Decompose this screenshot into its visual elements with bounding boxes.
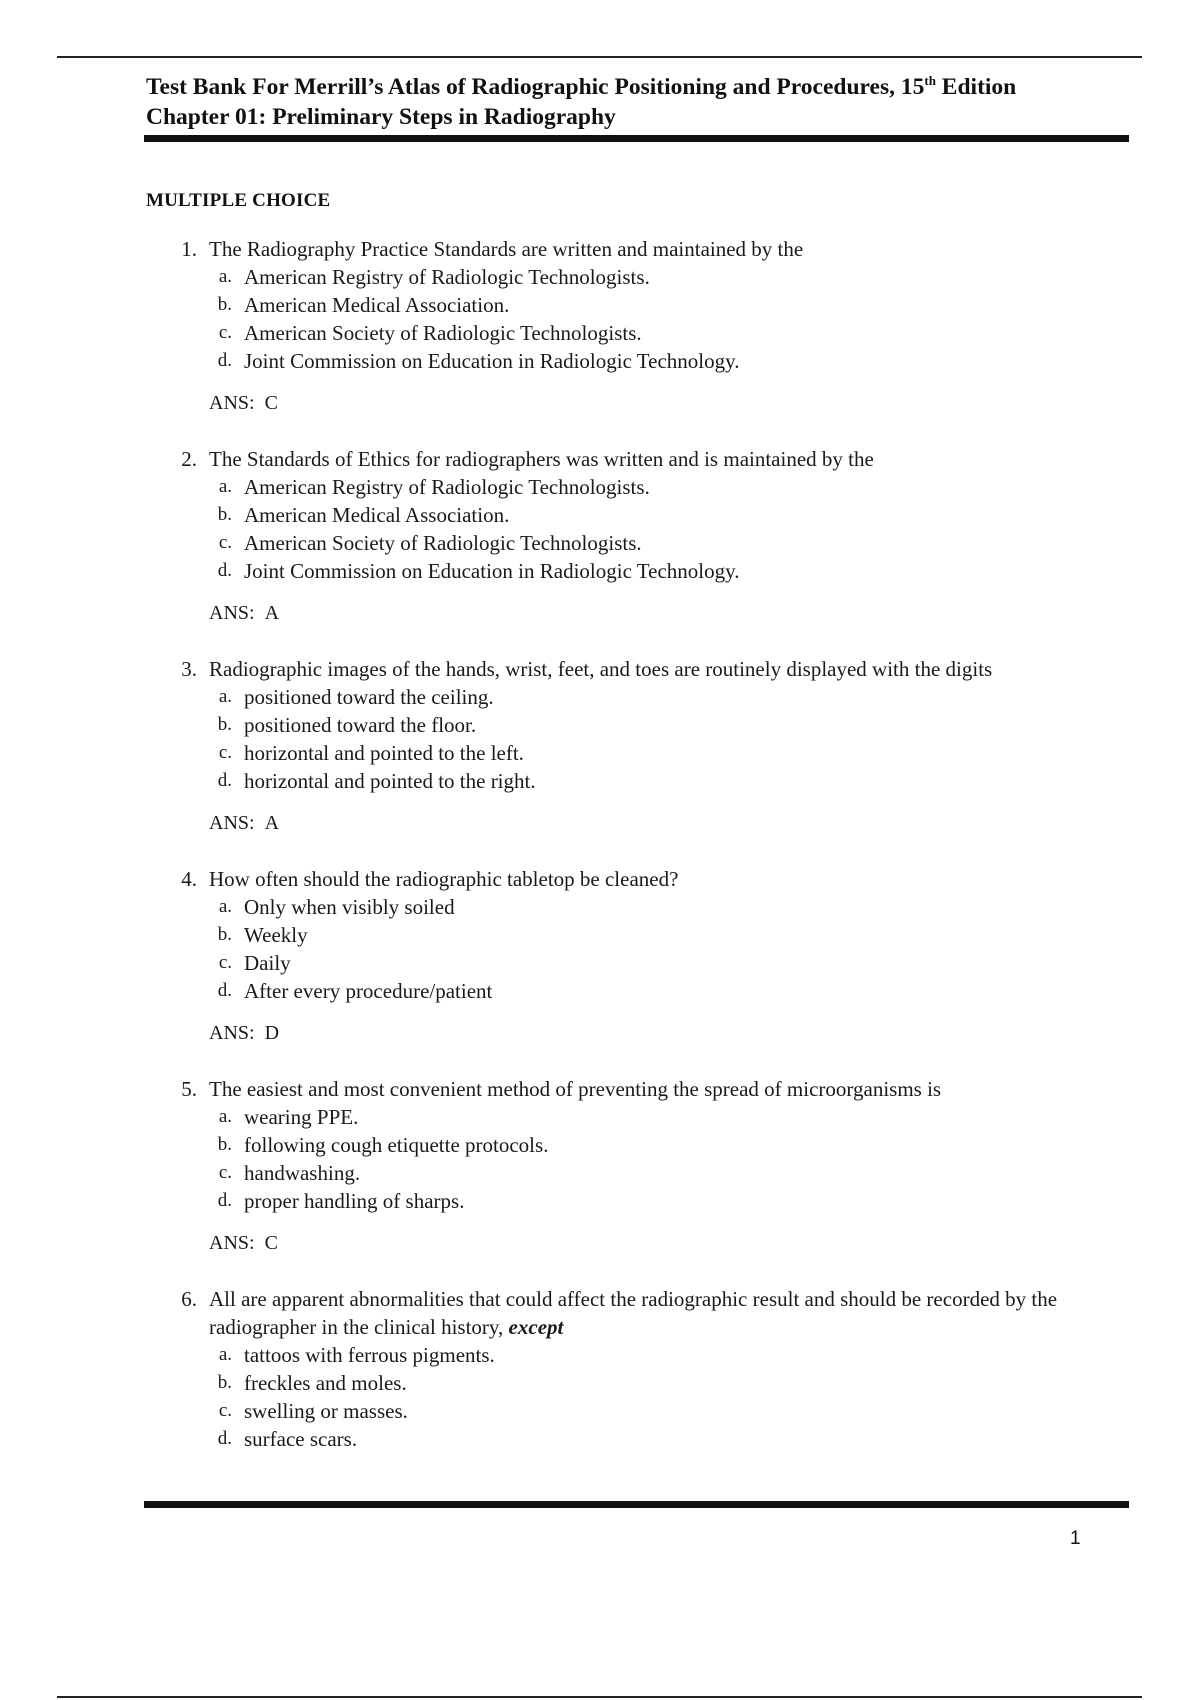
header-title-superscript: th bbox=[924, 73, 936, 88]
question-number: 1. bbox=[181, 237, 197, 261]
page-number: 1 bbox=[1070, 1528, 1081, 1549]
option-a bbox=[146, 263, 1131, 291]
page-top-rule bbox=[57, 56, 1142, 58]
option-text: American Medical Association. bbox=[244, 293, 510, 317]
option-letter: a. bbox=[218, 896, 232, 917]
question-list bbox=[146, 235, 1131, 1481]
question-number: 2. bbox=[181, 447, 197, 471]
question-stem bbox=[146, 1285, 1131, 1341]
option-text: freckles and moles. bbox=[244, 1371, 407, 1395]
page-bottom-rule bbox=[57, 1696, 1142, 1698]
option-text: American Registry of Radiologic Technologists. bbox=[244, 475, 650, 499]
option-text: American Medical Association. bbox=[244, 503, 510, 527]
option-letter: c. bbox=[218, 532, 232, 553]
question-1 bbox=[146, 235, 1131, 417]
question-2 bbox=[146, 445, 1131, 627]
question-stem bbox=[146, 655, 1131, 683]
option-text: American Registry of Radiologic Technologists. bbox=[244, 265, 650, 289]
question-text: The easiest and most convenient method of preventing the spread of microorganisms is bbox=[209, 1077, 942, 1101]
answer-label: ANS: bbox=[209, 1232, 255, 1254]
question-text: How often should the radiographic tabletop be cleaned? bbox=[209, 867, 679, 891]
footer-divider bbox=[144, 1501, 1129, 1508]
option-c bbox=[146, 1159, 1131, 1187]
answer-value: C bbox=[264, 1232, 278, 1254]
question-3 bbox=[146, 655, 1131, 837]
question-stem bbox=[146, 445, 1131, 473]
option-c bbox=[146, 739, 1131, 767]
question-emphasis: except bbox=[508, 1315, 564, 1339]
option-letter: c. bbox=[218, 322, 232, 343]
option-letter: c. bbox=[218, 742, 232, 763]
option-a bbox=[146, 1103, 1131, 1131]
answer-label: ANS: bbox=[209, 1022, 255, 1044]
question-stem bbox=[146, 235, 1131, 263]
question-number: 6. bbox=[181, 1287, 197, 1311]
option-letter: a. bbox=[218, 266, 232, 287]
header-title-tail: Edition bbox=[935, 74, 1017, 100]
answer-label: ANS: bbox=[209, 602, 255, 624]
option-text: Weekly bbox=[244, 923, 308, 947]
option-text: Joint Commission on Education in Radiologic Technology. bbox=[244, 559, 740, 583]
option-c bbox=[146, 529, 1131, 557]
option-text: proper handling of sharps. bbox=[244, 1189, 465, 1213]
option-a bbox=[146, 683, 1131, 711]
answer-key bbox=[209, 389, 1131, 417]
option-text: surface scars. bbox=[244, 1427, 358, 1451]
answer-key bbox=[209, 1229, 1131, 1257]
question-text-body: All are apparent abnormalities that could affect the radiographic result and should be recorded by the radiographer in the clinical history, bbox=[209, 1287, 1058, 1339]
question-number: 3. bbox=[181, 657, 197, 681]
option-letter: d. bbox=[217, 1428, 232, 1449]
option-letter: a. bbox=[218, 1344, 232, 1365]
option-text: following cough etiquette protocols. bbox=[244, 1133, 549, 1157]
option-d bbox=[146, 977, 1131, 1005]
option-text: positioned toward the ceiling. bbox=[244, 685, 494, 709]
question-5 bbox=[146, 1075, 1131, 1257]
chapter-title: Chapter 01: Preliminary Steps in Radiography bbox=[146, 104, 616, 130]
option-list bbox=[146, 1103, 1131, 1215]
option-c bbox=[146, 949, 1131, 977]
option-letter: b. bbox=[217, 924, 232, 945]
option-b bbox=[146, 501, 1131, 529]
question-number: 5. bbox=[181, 1077, 197, 1101]
option-text: tattoos with ferrous pigments. bbox=[244, 1343, 495, 1367]
option-text: Joint Commission on Education in Radiologic Technology. bbox=[244, 349, 740, 373]
option-text: handwashing. bbox=[244, 1161, 361, 1185]
option-text: Daily bbox=[244, 951, 291, 975]
answer-key bbox=[209, 599, 1131, 627]
option-list bbox=[146, 473, 1131, 585]
option-text: wearing PPE. bbox=[244, 1105, 359, 1129]
answer-value: A bbox=[264, 812, 280, 834]
question-text: The Standards of Ethics for radiographers was written and is maintained by the bbox=[209, 447, 874, 471]
answer-label: ANS: bbox=[209, 812, 255, 834]
option-b bbox=[146, 1131, 1131, 1159]
option-text: horizontal and pointed to the left. bbox=[244, 741, 524, 765]
option-d bbox=[146, 1425, 1131, 1453]
answer-value: C bbox=[264, 392, 278, 414]
answer-key bbox=[209, 1019, 1131, 1047]
option-c bbox=[146, 319, 1131, 347]
option-letter: c. bbox=[218, 1162, 232, 1183]
answer-value: D bbox=[264, 1022, 280, 1044]
option-list bbox=[146, 893, 1131, 1005]
option-text: Only when visibly soiled bbox=[244, 895, 455, 919]
option-letter: b. bbox=[217, 294, 232, 315]
option-text: swelling or masses. bbox=[244, 1399, 408, 1423]
option-letter: d. bbox=[217, 350, 232, 371]
option-c bbox=[146, 1397, 1131, 1425]
question-stem bbox=[146, 865, 1131, 893]
option-letter: a. bbox=[218, 686, 232, 707]
option-letter: d. bbox=[217, 770, 232, 791]
section-heading: MULTIPLE CHOICE bbox=[146, 190, 331, 211]
question-number: 4. bbox=[181, 867, 197, 891]
option-b bbox=[146, 921, 1131, 949]
option-text: After every procedure/patient bbox=[244, 979, 493, 1003]
question-text bbox=[209, 1285, 1131, 1341]
option-letter: b. bbox=[217, 714, 232, 735]
option-d bbox=[146, 347, 1131, 375]
header-divider bbox=[144, 135, 1129, 142]
option-b bbox=[146, 291, 1131, 319]
option-d bbox=[146, 557, 1131, 585]
option-letter: d. bbox=[217, 560, 232, 581]
option-letter: c. bbox=[218, 1400, 232, 1421]
option-text: positioned toward the floor. bbox=[244, 713, 477, 737]
option-letter: b. bbox=[217, 1134, 232, 1155]
header-title-text: Test Bank For Merrill’s Atlas of Radiographic Positioning and Procedures, 15 bbox=[146, 74, 925, 100]
option-a bbox=[146, 893, 1131, 921]
option-list bbox=[146, 1341, 1131, 1453]
option-text: American Society of Radiologic Technologists. bbox=[244, 531, 642, 555]
question-text: The Radiography Practice Standards are written and maintained by the bbox=[209, 237, 804, 261]
option-letter: b. bbox=[217, 504, 232, 525]
option-letter: a. bbox=[218, 476, 232, 497]
question-4 bbox=[146, 865, 1131, 1047]
question-text: Radiographic images of the hands, wrist, feet, and toes are routinely displayed with the digits bbox=[209, 657, 993, 681]
option-a bbox=[146, 473, 1131, 501]
option-letter: c. bbox=[218, 952, 232, 973]
option-letter: a. bbox=[218, 1106, 232, 1127]
option-text: horizontal and pointed to the right. bbox=[244, 769, 536, 793]
option-list bbox=[146, 683, 1131, 795]
question-stem bbox=[146, 1075, 1131, 1103]
option-b bbox=[146, 1369, 1131, 1397]
option-letter: d. bbox=[217, 1190, 232, 1211]
option-list bbox=[146, 263, 1131, 375]
document-header bbox=[146, 72, 1146, 132]
answer-key bbox=[209, 809, 1131, 837]
answer-label: ANS: bbox=[209, 392, 255, 414]
answer-value: A bbox=[264, 602, 280, 624]
option-text: American Society of Radiologic Technologists. bbox=[244, 321, 642, 345]
option-a bbox=[146, 1341, 1131, 1369]
option-d bbox=[146, 1187, 1131, 1215]
option-d bbox=[146, 767, 1131, 795]
header-title bbox=[146, 72, 1146, 102]
question-6 bbox=[146, 1285, 1131, 1453]
option-letter: b. bbox=[217, 1372, 232, 1393]
option-letter: d. bbox=[217, 980, 232, 1001]
option-b bbox=[146, 711, 1131, 739]
